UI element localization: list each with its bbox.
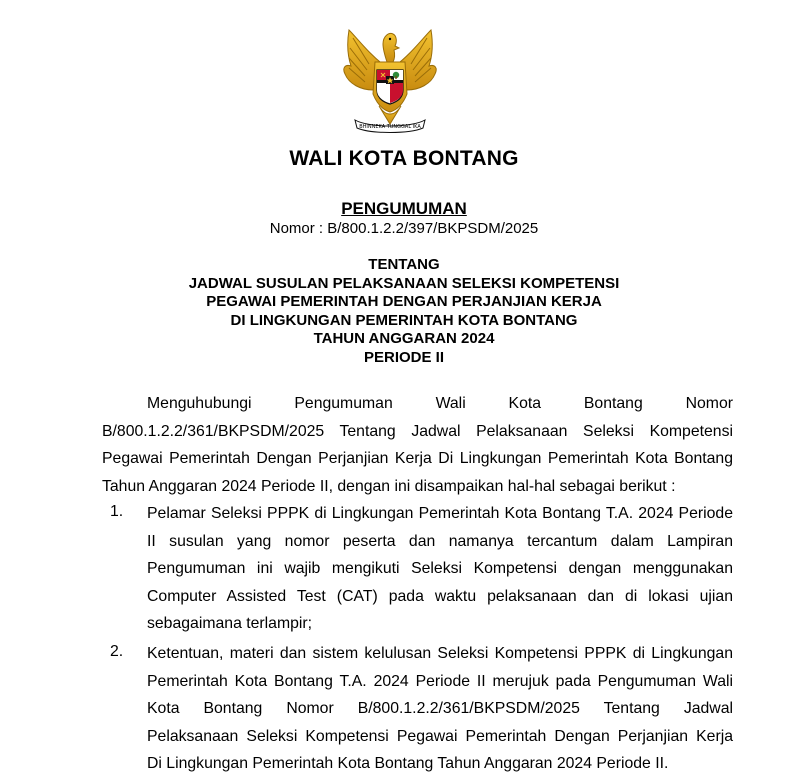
- subject-line: PEGAWAI PEMERINTAH DENGAN PERJANJIAN KERJA: [206, 293, 602, 310]
- list-item-number: 1.: [110, 503, 124, 520]
- intro-paragraph: [102, 390, 733, 500]
- subject-line: PERIODE II: [363, 348, 445, 366]
- subject-line: JADWAL SUSULAN PELAKSANAAN SELEKSI KOMPETENSI: [188, 274, 620, 292]
- intro-line: B/800.1.2.2/361/BKPSDM/2025 Tentang Jadwal Pelaksanaan Seleksi Kompetensi: [102, 422, 733, 440]
- list-item-line: Pelaksanaan Seleksi Kompetensi Pegawai Pemerintah Dengan Perjanjian Kerja: [147, 727, 733, 745]
- garuda-emblem-graphic: [339, 24, 441, 136]
- list-item-line: sebagaimana terlampir;: [147, 615, 313, 632]
- intro-line: Menguhubungi Pengumuman Wali Kota Bontang Nomor: [147, 395, 733, 412]
- list-item-line: Di Lingkungan Pemerintah Kota Bontang Tahun Anggaran 2024 Periode II.: [147, 755, 669, 772]
- intro-line: Pegawai Pemerintah Dengan Perjanjian Kerja Di Lingkungan Pemerintah Kota Bontang: [102, 450, 733, 467]
- intro-line: Tahun Anggaran 2024 Periode II, dengan ini disampaikan hal-hal sebagai berikut :: [102, 477, 676, 495]
- subject-line: TAHUN ANGGARAN 2024: [313, 330, 495, 347]
- list-item: [147, 500, 733, 638]
- list-item-number: 2.: [110, 643, 124, 660]
- garuda-emblem: [339, 24, 441, 136]
- subject-block: [0, 256, 808, 367]
- announcement-number: Nomor : B/800.1.2.2/397/BKPSDM/2025: [269, 220, 539, 237]
- list-item-line: Pemerintah Kota Bontang T.A. 2024 Periode II merujuk pada Pengumuman Wali: [147, 672, 733, 690]
- list-item-line: Kota Bontang Nomor B/800.1.2.2/361/BKPSDM/2025 Tentang Jadwal: [147, 700, 733, 717]
- svg-text:BHINNEKA TUNGGAL IKA: BHINNEKA TUNGGAL IKA: [359, 124, 421, 130]
- subject-line: TENTANG: [368, 256, 440, 273]
- list-item-line: II susulan yang nomor peserta dan namanya tercantum dalam Lampiran: [147, 532, 733, 550]
- subject-line: DI LINGKUNGAN PEMERINTAH KOTA BONTANG: [230, 311, 578, 329]
- list-item-line: Pelamar Seleksi PPPK di Lingkungan Pemerintah Kota Bontang T.A. 2024 Periode: [147, 505, 733, 522]
- list-item-line: Pengumuman ini wajib mengikuti Seleksi Kompetensi dengan menggunakan: [147, 560, 733, 577]
- list-item-line: Computer Assisted Test (CAT) pada waktu pelaksanaan dan di lokasi ujian: [147, 587, 733, 605]
- list-item: [147, 640, 733, 778]
- list-item-line: Ketentuan, materi dan sistem kelulusan Seleksi Kompetensi PPPK di Lingkungan: [147, 645, 733, 662]
- page-title: WALI KOTA BONTANG: [289, 147, 519, 170]
- announcement-heading: PENGUMUMAN: [341, 199, 467, 218]
